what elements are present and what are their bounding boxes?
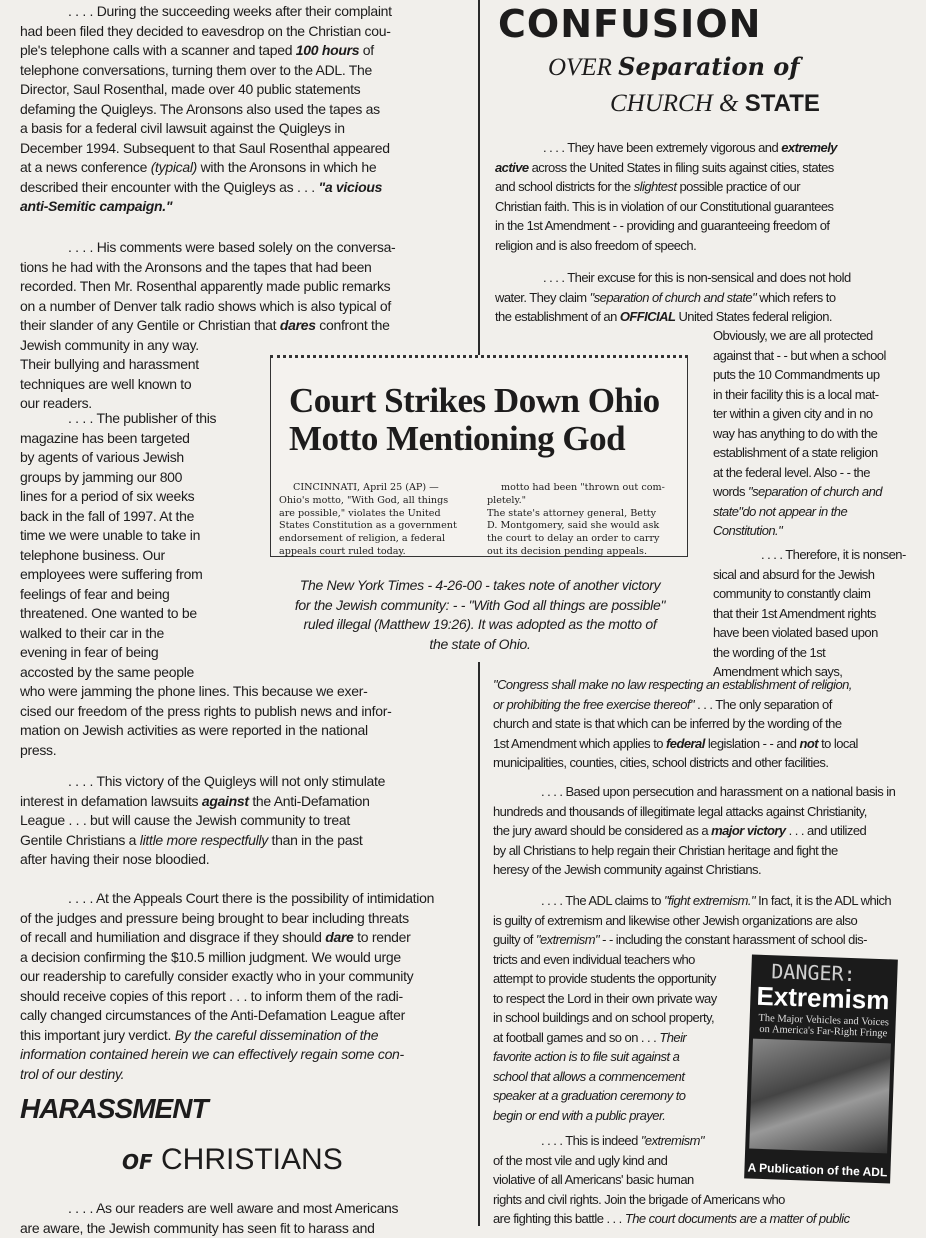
text-line: [20, 2, 476, 22]
text-run: . . . . Therefore, it is nonsen-: [761, 547, 906, 562]
text-line: [20, 702, 476, 722]
text-line: [279, 520, 469, 533]
text-run: CINCINNATI, April 25 (AP) —: [293, 482, 439, 493]
text-line: [713, 545, 921, 565]
text-line: [495, 138, 923, 158]
text-run: in the 1st Amendment - - providing and guaranteeing freedom of: [495, 218, 829, 233]
text-line: [20, 909, 476, 929]
text-run: the wording of the 1st: [713, 645, 825, 660]
text-line: [279, 546, 469, 559]
heading-church: CHURCH: [610, 90, 713, 117]
text-run: by all Christians to help regain their Christian heritage and fight the: [493, 843, 838, 858]
text-line: [20, 721, 476, 741]
book-cover-image: [744, 955, 898, 1184]
text-run: defaming the Quigleys. The Aronsons also used the tapes as: [20, 101, 380, 117]
text-line: [713, 463, 921, 483]
text-line: [20, 178, 476, 198]
text-run: . . . . As our readers are well aware and most Americans: [68, 1200, 398, 1216]
text-run: way has anything to do with the: [713, 426, 877, 441]
text-run: to render: [354, 929, 411, 945]
emphasis-run: or prohibiting the free exercise thereof": [493, 697, 694, 712]
text-line: [493, 782, 921, 802]
text-run: . . . . The publisher of this: [68, 410, 216, 426]
text-run: puts the 10 Commandments up: [713, 367, 880, 382]
emphasis-run: favorite action is to file suit against a: [493, 1049, 679, 1064]
heading-state: STATE: [745, 90, 820, 117]
text-line: [493, 841, 921, 861]
text-run: cised our freedom of the press rights to publish news and infor-: [20, 703, 391, 719]
text-run: are aware, the Jewish community has seen fit to harass and: [20, 1220, 375, 1236]
text-line: [495, 288, 923, 308]
paragraph-victory: [20, 772, 476, 870]
text-line: [713, 424, 921, 444]
text-line: [20, 1006, 476, 1026]
text-line: [20, 1045, 476, 1065]
text-line: [240, 635, 720, 655]
text-run: December 1994. Subsequent to that Saul Rosenthal appeared: [20, 140, 390, 156]
clipping-headline-line-2: Motto Mentioning God: [289, 420, 660, 458]
paragraph-persecution: [493, 782, 921, 880]
text-run: telephone conversations, turning them over to the ADL. The: [20, 62, 372, 78]
text-run: against that - - but when a school: [713, 348, 886, 363]
text-run: should receive copies of this report . . . to inform them of the radi-: [20, 988, 403, 1004]
text-run: evening in fear of being: [20, 644, 158, 660]
text-line: [713, 326, 921, 346]
emphasis-run: dare: [325, 929, 353, 945]
text-line: [713, 604, 921, 624]
text-run: The New York Times - 4-26-00 - takes note of another victory: [300, 577, 661, 593]
text-line: [20, 22, 476, 42]
text-run: Gentile Christians a: [20, 832, 140, 848]
text-line: [20, 258, 476, 278]
text-run: The state's attorney general, Betty: [487, 508, 656, 519]
text-run: which refers to: [756, 290, 835, 305]
text-run: for the Jewish community: - - "With God all things are possible": [295, 597, 665, 613]
text-run: at a news conference: [20, 159, 151, 175]
text-line: [20, 61, 476, 81]
text-run: League . . . but will cause the Jewish community to treat: [20, 812, 350, 828]
text-run: techniques are well known to: [20, 376, 191, 392]
text-run: endorsement of religion, a federal: [279, 533, 445, 544]
emphasis-run: begin or end with a public prayer.: [493, 1108, 665, 1123]
emphasis-run: against: [202, 793, 249, 809]
text-run: . . . . They have been extremely vigorous and: [543, 140, 781, 155]
text-line: [495, 268, 923, 288]
text-run: words: [713, 484, 748, 499]
text-line: [240, 596, 720, 616]
text-run: tions he had with the Aronsons and the tapes that had been: [20, 259, 372, 275]
paragraph-excuse: [495, 268, 923, 327]
text-run: of recall and humiliation and disgrace if they should: [20, 929, 325, 945]
book-danger: DANGER:: [771, 959, 856, 986]
text-run: church and state is that which can be inferred by the wording of the: [493, 716, 842, 731]
paragraph-readers-aware: [20, 1199, 476, 1238]
text-line: [493, 930, 921, 950]
text-line: [279, 495, 469, 508]
text-line: [20, 792, 476, 812]
text-run: who were jamming the phone lines. This because we exer-: [20, 683, 367, 699]
text-run: heresy of the Jewish community against Christians.: [493, 862, 761, 877]
text-run: back in the fall of 1997. At the: [20, 508, 194, 524]
column-divider-top: [478, 0, 480, 355]
newspaper-clipping: [270, 355, 688, 557]
text-line: [20, 1026, 476, 1046]
text-line: [240, 615, 720, 635]
text-line: [20, 811, 476, 831]
emphasis-run: dares: [280, 317, 316, 333]
text-run: by agents of various Jewish: [20, 449, 184, 465]
emphasis-run: 100 hours: [296, 42, 359, 58]
text-run: feelings of fear and being: [20, 586, 169, 602]
text-line: [495, 177, 923, 197]
emphasis-run: trol of our destiny.: [20, 1066, 124, 1082]
emphasis-run: active: [495, 160, 529, 175]
text-run: water. They claim: [495, 290, 590, 305]
text-line: [20, 197, 476, 217]
text-line: [493, 695, 921, 715]
book-publisher: A Publication of the ADL: [744, 1160, 890, 1179]
text-run: in their facility this is a local mat-: [713, 387, 879, 402]
text-run: our readership to carefully consider exactly who in your community: [20, 968, 413, 984]
emphasis-run: (typical): [151, 159, 197, 175]
book-title: Extremism: [756, 981, 890, 1017]
text-run: ple's telephone calls with a scanner and taped: [20, 42, 296, 58]
text-run: sical and absurd for the Jewish: [713, 567, 874, 582]
text-run: recorded. Then Mr. Rosenthal apparently made public remarks: [20, 278, 390, 294]
text-line: [493, 821, 921, 841]
text-line: [713, 385, 921, 405]
text-line: [20, 297, 476, 317]
heading-amp: &: [719, 90, 738, 117]
text-run: groups by jamming our 800: [20, 469, 182, 485]
emphasis-run: "a vicious: [319, 179, 383, 195]
text-run: States Constitution as a government: [279, 520, 457, 531]
text-run: across the United States in filing suits against cities, states: [529, 160, 834, 175]
text-run: that their 1st Amendment rights: [713, 606, 876, 621]
heading-christians: CHRISTIANS: [161, 1143, 343, 1176]
text-run: ruled illegal (Matthew 19:26). It was adopted as the motto of: [304, 616, 657, 632]
text-line: [20, 41, 476, 61]
text-run: the court to delay an order to carry: [487, 533, 659, 544]
column-divider-bottom: [478, 662, 480, 1226]
text-run: of the most vile and ugly kind and: [493, 1153, 667, 1168]
text-line: [20, 80, 476, 100]
heading-of: OF: [122, 1150, 153, 1174]
emphasis-run: "fight extremism.": [664, 893, 755, 908]
text-run: In fact, it is the ADL which: [755, 893, 891, 908]
paragraph-therefore: [713, 545, 921, 682]
emphasis-run: state"do not appear in the: [713, 504, 847, 519]
text-line: [495, 197, 923, 217]
heading-over: OVER: [548, 54, 612, 81]
text-run: the jury award should be considered as a: [493, 823, 711, 838]
text-line: [20, 850, 476, 870]
text-run: community to constantly claim: [713, 586, 870, 601]
text-line: [493, 753, 921, 773]
text-line: [20, 1065, 476, 1085]
text-run: after having their nose bloodied.: [20, 851, 209, 867]
text-line: [713, 365, 921, 385]
text-line: [20, 100, 476, 120]
text-run: ter within a given city and in no: [713, 406, 873, 421]
text-run: employees were suffering from: [20, 566, 202, 582]
text-line: [20, 772, 476, 792]
text-line: [493, 860, 921, 880]
text-run: appeals court ruled today.: [279, 546, 406, 557]
text-run: in school buildings and on school property,: [493, 1010, 714, 1025]
text-run: of: [359, 42, 374, 58]
text-line: [713, 482, 921, 502]
emphasis-run: federal: [666, 736, 705, 751]
text-line: [493, 802, 921, 822]
text-run: interest in defamation lawsuits: [20, 793, 202, 809]
text-run: rights and civil rights. Join the brigade of Americans who: [493, 1192, 785, 1207]
text-run: time we were unable to take in: [20, 527, 200, 543]
text-line: [279, 533, 469, 546]
heading-church-state: [610, 90, 820, 118]
text-run: the state of Ohio.: [429, 636, 530, 652]
heading-separation: Separation of: [618, 52, 799, 81]
text-run: this important jury verdict.: [20, 1027, 175, 1043]
text-line: [495, 216, 923, 236]
text-run: Amendment which says,: [713, 664, 842, 679]
text-run: to local: [818, 736, 858, 751]
text-run: . . . . Based upon persecution and harassment on a national basis in: [541, 784, 895, 799]
text-run: with the Aronsons in which he: [197, 159, 376, 175]
text-run: have been violated based upon: [713, 625, 878, 640]
text-run: out its decision pending appeals.: [487, 546, 647, 557]
text-run: to respect the Lord in their own private way: [493, 991, 717, 1006]
book-cover-photo: [749, 1039, 891, 1154]
emphasis-run: "separation of church and state": [590, 290, 757, 305]
text-run: are fighting this battle . . .: [493, 1211, 625, 1226]
text-run: is guilty of extremism and likewise other Jewish organizations are also: [493, 913, 857, 928]
text-run: D. Montgomery, said she would ask: [487, 520, 659, 531]
text-line: [20, 238, 476, 258]
emphasis-run: The court documents are a matter of public: [625, 1211, 850, 1226]
clipping-caption: [240, 576, 720, 654]
emphasis-run: speaker at a graduation ceremony to: [493, 1088, 686, 1103]
text-run: than in the past: [268, 832, 363, 848]
emphasis-run: information contained herein we can effectively regain some con-: [20, 1046, 404, 1062]
text-run: described their encounter with the Quigleys as . . .: [20, 179, 319, 195]
text-line: [487, 533, 677, 546]
paragraph-congress-quote: [493, 675, 921, 773]
text-line: [20, 663, 476, 683]
text-run: . . . . The ADL claims to: [541, 893, 664, 908]
text-line: [487, 508, 677, 521]
emphasis-run: little more respectfully: [140, 832, 268, 848]
text-line: [493, 891, 921, 911]
text-line: [713, 404, 921, 424]
emphasis-run: extremely: [781, 140, 837, 155]
text-line: [713, 623, 921, 643]
text-line: [713, 521, 921, 541]
emphasis-run: "extremism": [641, 1133, 704, 1148]
text-run: . . . . This victory of the Quigleys will not only stimulate: [68, 773, 385, 789]
text-line: [20, 741, 476, 761]
text-run: are possible," violates the United: [279, 508, 441, 519]
text-line: [495, 158, 923, 178]
text-run: press.: [20, 742, 56, 758]
paragraph-vigorous: [495, 138, 923, 255]
text-line: [493, 734, 921, 754]
text-run: . . . . His comments were based solely on the conversa-: [68, 239, 395, 255]
emphasis-run: OFFICIAL: [620, 309, 676, 324]
text-run: . . . . At the Appeals Court there is the possibility of intimidation: [68, 890, 434, 906]
heading-harassment: HARASSMENT: [20, 1093, 208, 1125]
clipping-headline-line-1: Court Strikes Down Ohio: [289, 382, 660, 420]
text-run: violative of all Americans' basic human: [493, 1172, 694, 1187]
paragraph-eavesdrop: [20, 2, 476, 217]
text-run: attempt to provide students the opportunity: [493, 971, 716, 986]
text-run: religion and is also freedom of speech.: [495, 238, 696, 253]
text-run: - - including the constant harassment of school dis-: [599, 932, 867, 947]
text-run: had been filed they decided to eavesdrop on the Christian cou-: [20, 23, 391, 39]
text-line: [20, 158, 476, 178]
emphasis-run: school that allows a commencement: [493, 1069, 684, 1084]
text-line: [713, 643, 921, 663]
text-run: . . . The only separation of: [694, 697, 832, 712]
text-run: a basis for a federal civil lawsuit against the Quigleys in: [20, 120, 345, 136]
text-run: Jewish community in any way.: [20, 337, 199, 353]
text-run: municipalities, counties, cities, school districts and other facilities.: [493, 755, 828, 770]
text-run: Christian faith. This is in violation of our Constitutional guarantees: [495, 199, 833, 214]
emphasis-run: "extremism": [536, 932, 599, 947]
text-run: of the judges and pressure being brought to bear including threats: [20, 910, 409, 926]
text-line: [279, 482, 469, 495]
heading-of-christians: [122, 1143, 343, 1177]
text-line: [713, 346, 921, 366]
text-run: 1st Amendment which applies to: [493, 736, 666, 751]
text-run: hundreds and thousands of illegitimate legal attacks against Christianity,: [493, 804, 867, 819]
text-line: [240, 576, 720, 596]
text-run: mation on Jewish activities as were reported in the national: [20, 722, 368, 738]
emphasis-run: "Congress shall make no law respecting an establishment of religion,: [493, 677, 852, 692]
emphasis-run: not: [799, 736, 818, 751]
text-line: [20, 119, 476, 139]
text-run: magazine has been targeted: [20, 430, 190, 446]
text-run: Obviously, we are all protected: [713, 328, 873, 343]
text-run: lines for a period of six weeks: [20, 488, 194, 504]
text-run: telephone business. Our: [20, 547, 165, 563]
text-line: [20, 948, 476, 968]
heading-confusion: CONFUSION: [498, 2, 761, 46]
text-line: [20, 316, 476, 336]
text-line: [495, 307, 923, 327]
text-line: [20, 1199, 476, 1219]
text-run: confront the: [316, 317, 390, 333]
text-line: [279, 508, 469, 521]
text-run: motto had been "thrown out com-: [501, 482, 665, 493]
text-run: . . . . During the succeeding weeks after their complaint: [68, 3, 392, 19]
text-run: threatened. One wanted to be: [20, 605, 197, 621]
text-line: [493, 911, 921, 931]
emphasis-run: "separation of church and: [748, 484, 882, 499]
text-line: [493, 675, 921, 695]
text-line: [20, 967, 476, 987]
text-run: . . . . Their excuse for this is non-sensical and does not hold: [543, 270, 851, 285]
text-line: [20, 139, 476, 159]
text-run: legislation - - and: [705, 736, 800, 751]
text-run: accosted by the same people: [20, 664, 194, 680]
text-line: [493, 714, 921, 734]
text-run: on a number of Denver talk radio shows which is also typical of: [20, 298, 391, 314]
emphasis-run: major victory: [711, 823, 786, 838]
text-run: cally changed circumstances of the Anti-Defamation League after: [20, 1007, 405, 1023]
text-line: [20, 831, 476, 851]
clipping-headline: [289, 382, 660, 458]
text-line: [713, 584, 921, 604]
text-run: . . . . This is indeed: [541, 1133, 641, 1148]
text-line: [487, 482, 677, 495]
text-run: Ohio's motto, "With God, all things: [279, 495, 448, 506]
emphasis-run: Constitution.": [713, 523, 782, 538]
text-line: [495, 236, 923, 256]
text-line: [20, 987, 476, 1007]
text-run: and school districts for the: [495, 179, 634, 194]
text-line: [20, 277, 476, 297]
text-line: [20, 928, 476, 948]
paragraph-appeals-court: [20, 889, 476, 1084]
text-run: Their bullying and harassment: [20, 356, 199, 372]
text-line: [713, 502, 921, 522]
text-line: [20, 336, 476, 356]
clipping-column-2: [487, 482, 677, 559]
text-run: . . . and utilized: [786, 823, 867, 838]
text-line: [487, 546, 677, 559]
text-run: tricts and even individual teachers who: [493, 952, 695, 967]
text-line: [713, 443, 921, 463]
text-run: Director, Saul Rosenthal, made over 40 public statements: [20, 81, 360, 97]
text-run: United States federal religion.: [675, 309, 832, 324]
text-run: their slander of any Gentile or Christian that: [20, 317, 280, 333]
text-run: at football games and so on . . .: [493, 1030, 659, 1045]
book-subtitle: The Major Vehicles and Voices on America's Far-Right Fringe: [755, 1013, 892, 1040]
text-run: pletely.": [487, 495, 526, 506]
text-line: [487, 520, 677, 533]
text-line: [20, 889, 476, 909]
text-run: walked to their car in the: [20, 625, 164, 641]
text-run: guilty of: [493, 932, 536, 947]
text-run: at the federal level. Also - - the: [713, 465, 870, 480]
text-line: [493, 1190, 921, 1210]
emphasis-run: By the careful dissemination of the: [175, 1027, 379, 1043]
text-run: establishment of a state religion: [713, 445, 878, 460]
emphasis-run: Their: [659, 1030, 686, 1045]
paragraph-obviously: [713, 326, 921, 541]
text-line: [487, 495, 677, 508]
text-run: the Anti-Defamation: [249, 793, 370, 809]
clipping-column-1: [279, 482, 469, 559]
text-run: our readers.: [20, 395, 92, 411]
text-line: [20, 682, 476, 702]
text-line: [20, 1219, 476, 1238]
text-line: [713, 565, 921, 585]
text-run: possible practice of our: [676, 179, 800, 194]
emphasis-run: slightest: [634, 179, 677, 194]
heading-over-separation: [548, 52, 800, 82]
text-run: the establishment of an: [495, 309, 620, 324]
emphasis-run: anti-Semitic campaign.": [20, 198, 172, 214]
text-run: a decision confirming the $10.5 million judgment. We would urge: [20, 949, 401, 965]
